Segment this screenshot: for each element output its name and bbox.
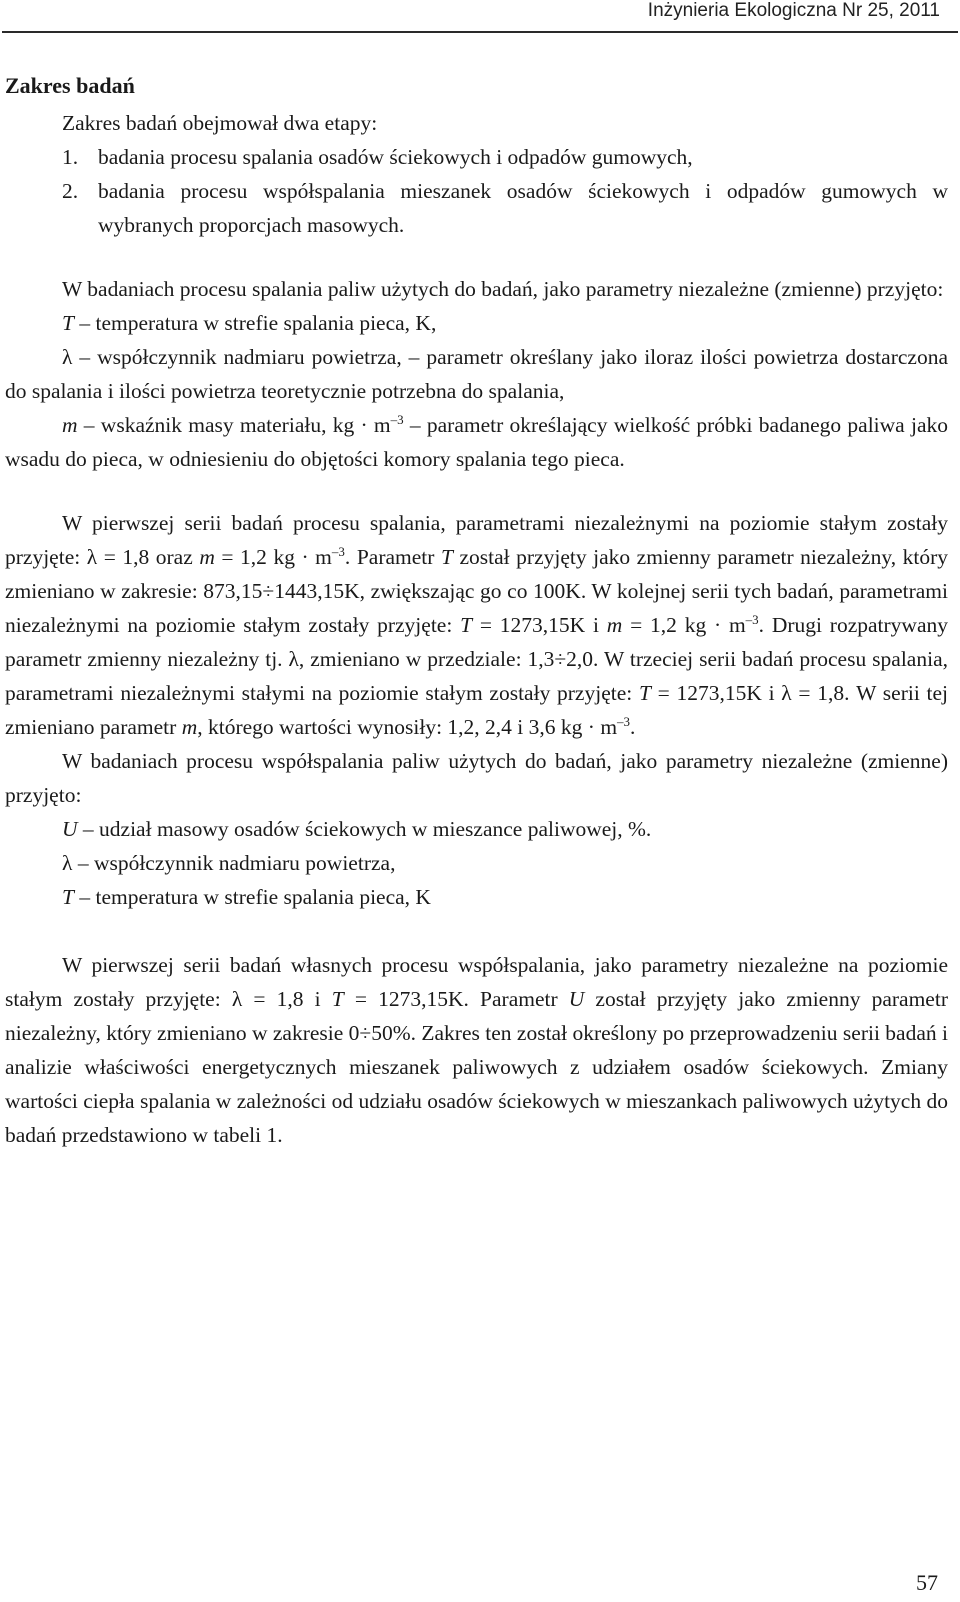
- list-item-text: badania procesu spalania osadów ściekowych i odpadów gumowych,: [98, 145, 693, 169]
- page-number: 57: [916, 1570, 938, 1595]
- co-combustion-series-paragraph: W pierwszej serii badań własnych procesu współspalania, jako parametry niezależne na poziomie stałym zostały przyjęte: λ = 1,8 i T = 1273,15K. Parametr U został przyjęty jako zmienny parametr niezależny, który zmieniano w zakresie 0÷50%. Zakres ten został określony po przeprowadzeniu serii badań i analizie właściwości energetycznych mieszanek paliwowych z udziałem osadów ściekowych. Zmiany wartości ciepła spalania w zależności od udziału osadów ściekowych w mieszankach paliwowych użytych do badań przedstawiono w tabeli 1.: [5, 953, 948, 1147]
- list-number: 1.: [62, 145, 79, 169]
- first-series-paragraph: W pierwszej serii badań procesu spalania, parametrami niezależnymi na poziomie stałym zostały przyjęte: λ = 1,8 oraz m = 1,2 kg · $m^{-3}$. Parametr T został przyjęty jako zmienny parametr niezależny, który zmieniano w zakresie: 873,15÷1443,15K, zwiększając go co 100K. W kolejnej serii tych badań, parametrami niezależnymi na poziomie stałym zostały przyjęte: T = 1273,15K i m = 1,2 kg · $m^{-3}$. Drugi rozpatrywany parametr zmienny niezależny tj. λ, zmieniano w przedziale: 1,3÷2,0. W trzeciej serii badań procesu spalania, parametrami niezależnymi stałymi na poziomie stałym zostały przyjęte: T = 1273,15K i λ = 1,8. W serii tej zmieniano parametr m, którego wartości wynosiły: 1,2, 2,4 i 3,6 kg · $m^{-3}$.: [5, 511, 949, 739]
- list-number: 2.: [62, 179, 79, 203]
- journal-title: Inżynieria Ekologiczna Nr 25, 2011: [647, 0, 940, 21]
- intro-paragraph: Zakres badań obejmował dwa etapy:: [62, 111, 378, 135]
- definition-lambda-2: λ – współczynnik nadmiaru powietrza,: [62, 851, 396, 875]
- header-rule: [2, 31, 958, 33]
- co-combustion-paragraph: W badaniach procesu współspalania paliw użytych do badań, jako parametry niezależne (zmienne) przyjęto:: [5, 749, 948, 807]
- symbol: m: [62, 413, 78, 437]
- definition-U: U – udział masowy osadów ściekowych w mieszance paliwowej, %.: [62, 817, 652, 841]
- symbol: U: [62, 817, 78, 841]
- parameters-paragraph: W badaniach procesu spalania paliw użytych do badań, jako parametry niezależne (zmienne) przyjęto:: [62, 277, 944, 301]
- symbol: T: [62, 885, 74, 909]
- section-title: Zakres badań: [5, 73, 135, 98]
- symbol: λ: [62, 851, 73, 875]
- list-item-text: badania procesu współspalania mieszanek osadów ściekowych i odpadów gumowych w wybranych proporcjach masowych.: [98, 179, 948, 237]
- symbol: T: [62, 311, 74, 335]
- stages-list: [5, 140, 948, 242]
- definition-T-2: T – temperatura w strefie spalania pieca, K: [62, 885, 431, 909]
- definition-lambda: λ – współczynnik nadmiaru powietrza, – parametr określany jako iloraz ilości powietrza dostarczona do spalania i ilości powietrza teoretycznie potrzebna do spalania,: [5, 345, 948, 403]
- definition-m: m – wskaźnik masy materiału, kg · $m^{-3}$ – parametr określający wielkość próbki badanego paliwa jako wsadu do pieca, w odniesieniu do objętości komory spalania tego pieca.: [5, 412, 948, 471]
- symbol: λ: [62, 345, 73, 369]
- list-item: [5, 140, 948, 174]
- article-body: [5, 66, 948, 1152]
- list-item: [5, 174, 948, 242]
- page-header: [0, 0, 960, 32]
- definition-T: T – temperatura w strefie spalania pieca, K,: [62, 311, 437, 335]
